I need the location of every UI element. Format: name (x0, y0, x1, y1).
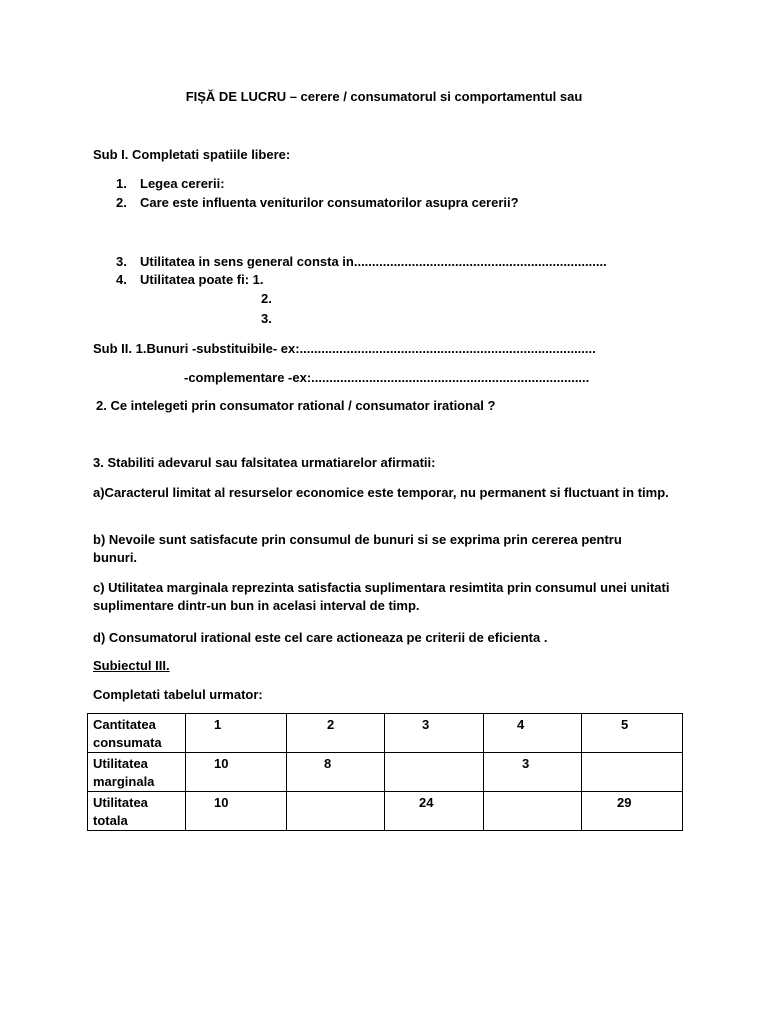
statement-b: b) Nevoile sunt satisfacute prin consumul de bunuri si se exprima prin cererea pentru bunuri. (93, 532, 622, 565)
table-row (88, 714, 683, 753)
table-cell: 2 (287, 714, 385, 753)
list-number: 1. (116, 176, 127, 191)
table-cell: 10 (186, 792, 287, 831)
utility-table (87, 713, 683, 831)
sub1-item-4 (116, 271, 264, 289)
table-cell: 1 (186, 714, 287, 753)
table-cell (385, 753, 484, 792)
sub2-question-3: 3. Stabiliti adevarul sau falsitatea urmatiarelor afirmatii: (93, 455, 436, 470)
row-label: Utilitatea marginala (88, 753, 186, 792)
sub2-line-1: Sub II. 1.Bunuri -substituibile- ex:.................................................................................. (93, 341, 596, 356)
table-cell (287, 792, 385, 831)
list-item-text: Utilitatea poate fi: 1. (140, 272, 264, 287)
sub1-sublist-2: 2. (261, 291, 272, 306)
statement-c: c) Utilitatea marginala reprezinta satisfactia suplimentara resimtita prin consumul unei unitati suplimentare dintr-un bun in acelasi interval de timp. (93, 580, 670, 613)
sub3-instruction: Completati tabelul urmator: (93, 687, 263, 702)
sub1-item-2 (116, 194, 519, 212)
table-cell: 24 (385, 792, 484, 831)
sub3-heading: Subiectul III. (93, 658, 170, 673)
table-cell: 8 (287, 753, 385, 792)
list-item-text: Legea cererii: (140, 176, 225, 191)
sub2-question-2: 2. Ce intelegeti prin consumator rational / consumator irational ? (96, 398, 496, 413)
list-number: 2. (116, 195, 127, 210)
table-cell (582, 753, 683, 792)
table-cell: 3 (385, 714, 484, 753)
table-row (88, 792, 683, 831)
table-cell: 10 (186, 753, 287, 792)
sub2-line-2: -complementare -ex:............................................................................. (184, 370, 590, 385)
page-title: FIȘĂ DE LUCRU – cerere / consumatorul si comportamentul sau (185, 89, 583, 104)
sub1-sublist-3: 3. (261, 311, 272, 326)
sub1-item-3 (116, 253, 607, 271)
statement-d: d) Consumatorul irational este cel care actioneaza pe criterii de eficienta . (93, 630, 548, 645)
table-cell: 3 (484, 753, 582, 792)
list-item-text: Care este influenta veniturilor consumatorilor asupra cererii? (140, 195, 519, 210)
list-number: 3. (116, 254, 127, 269)
statement-a: a)Caracterul limitat al resurselor economice este temporar, nu permanent si fluctuant in timp. (93, 485, 669, 500)
list-number: 4. (116, 272, 127, 287)
table-row (88, 753, 683, 792)
table-cell: 5 (582, 714, 683, 753)
sub1-item-1 (116, 175, 225, 193)
row-label: Utilitatea totala (88, 792, 186, 831)
table-cell (484, 792, 582, 831)
table-cell: 4 (484, 714, 582, 753)
sub1-heading: Sub I. Completati spatiile libere: (93, 147, 291, 162)
row-label: Cantitatea consumata (88, 714, 186, 753)
list-item-text: Utilitatea in sens general consta in...................................................................... (140, 254, 607, 269)
table-cell: 29 (582, 792, 683, 831)
